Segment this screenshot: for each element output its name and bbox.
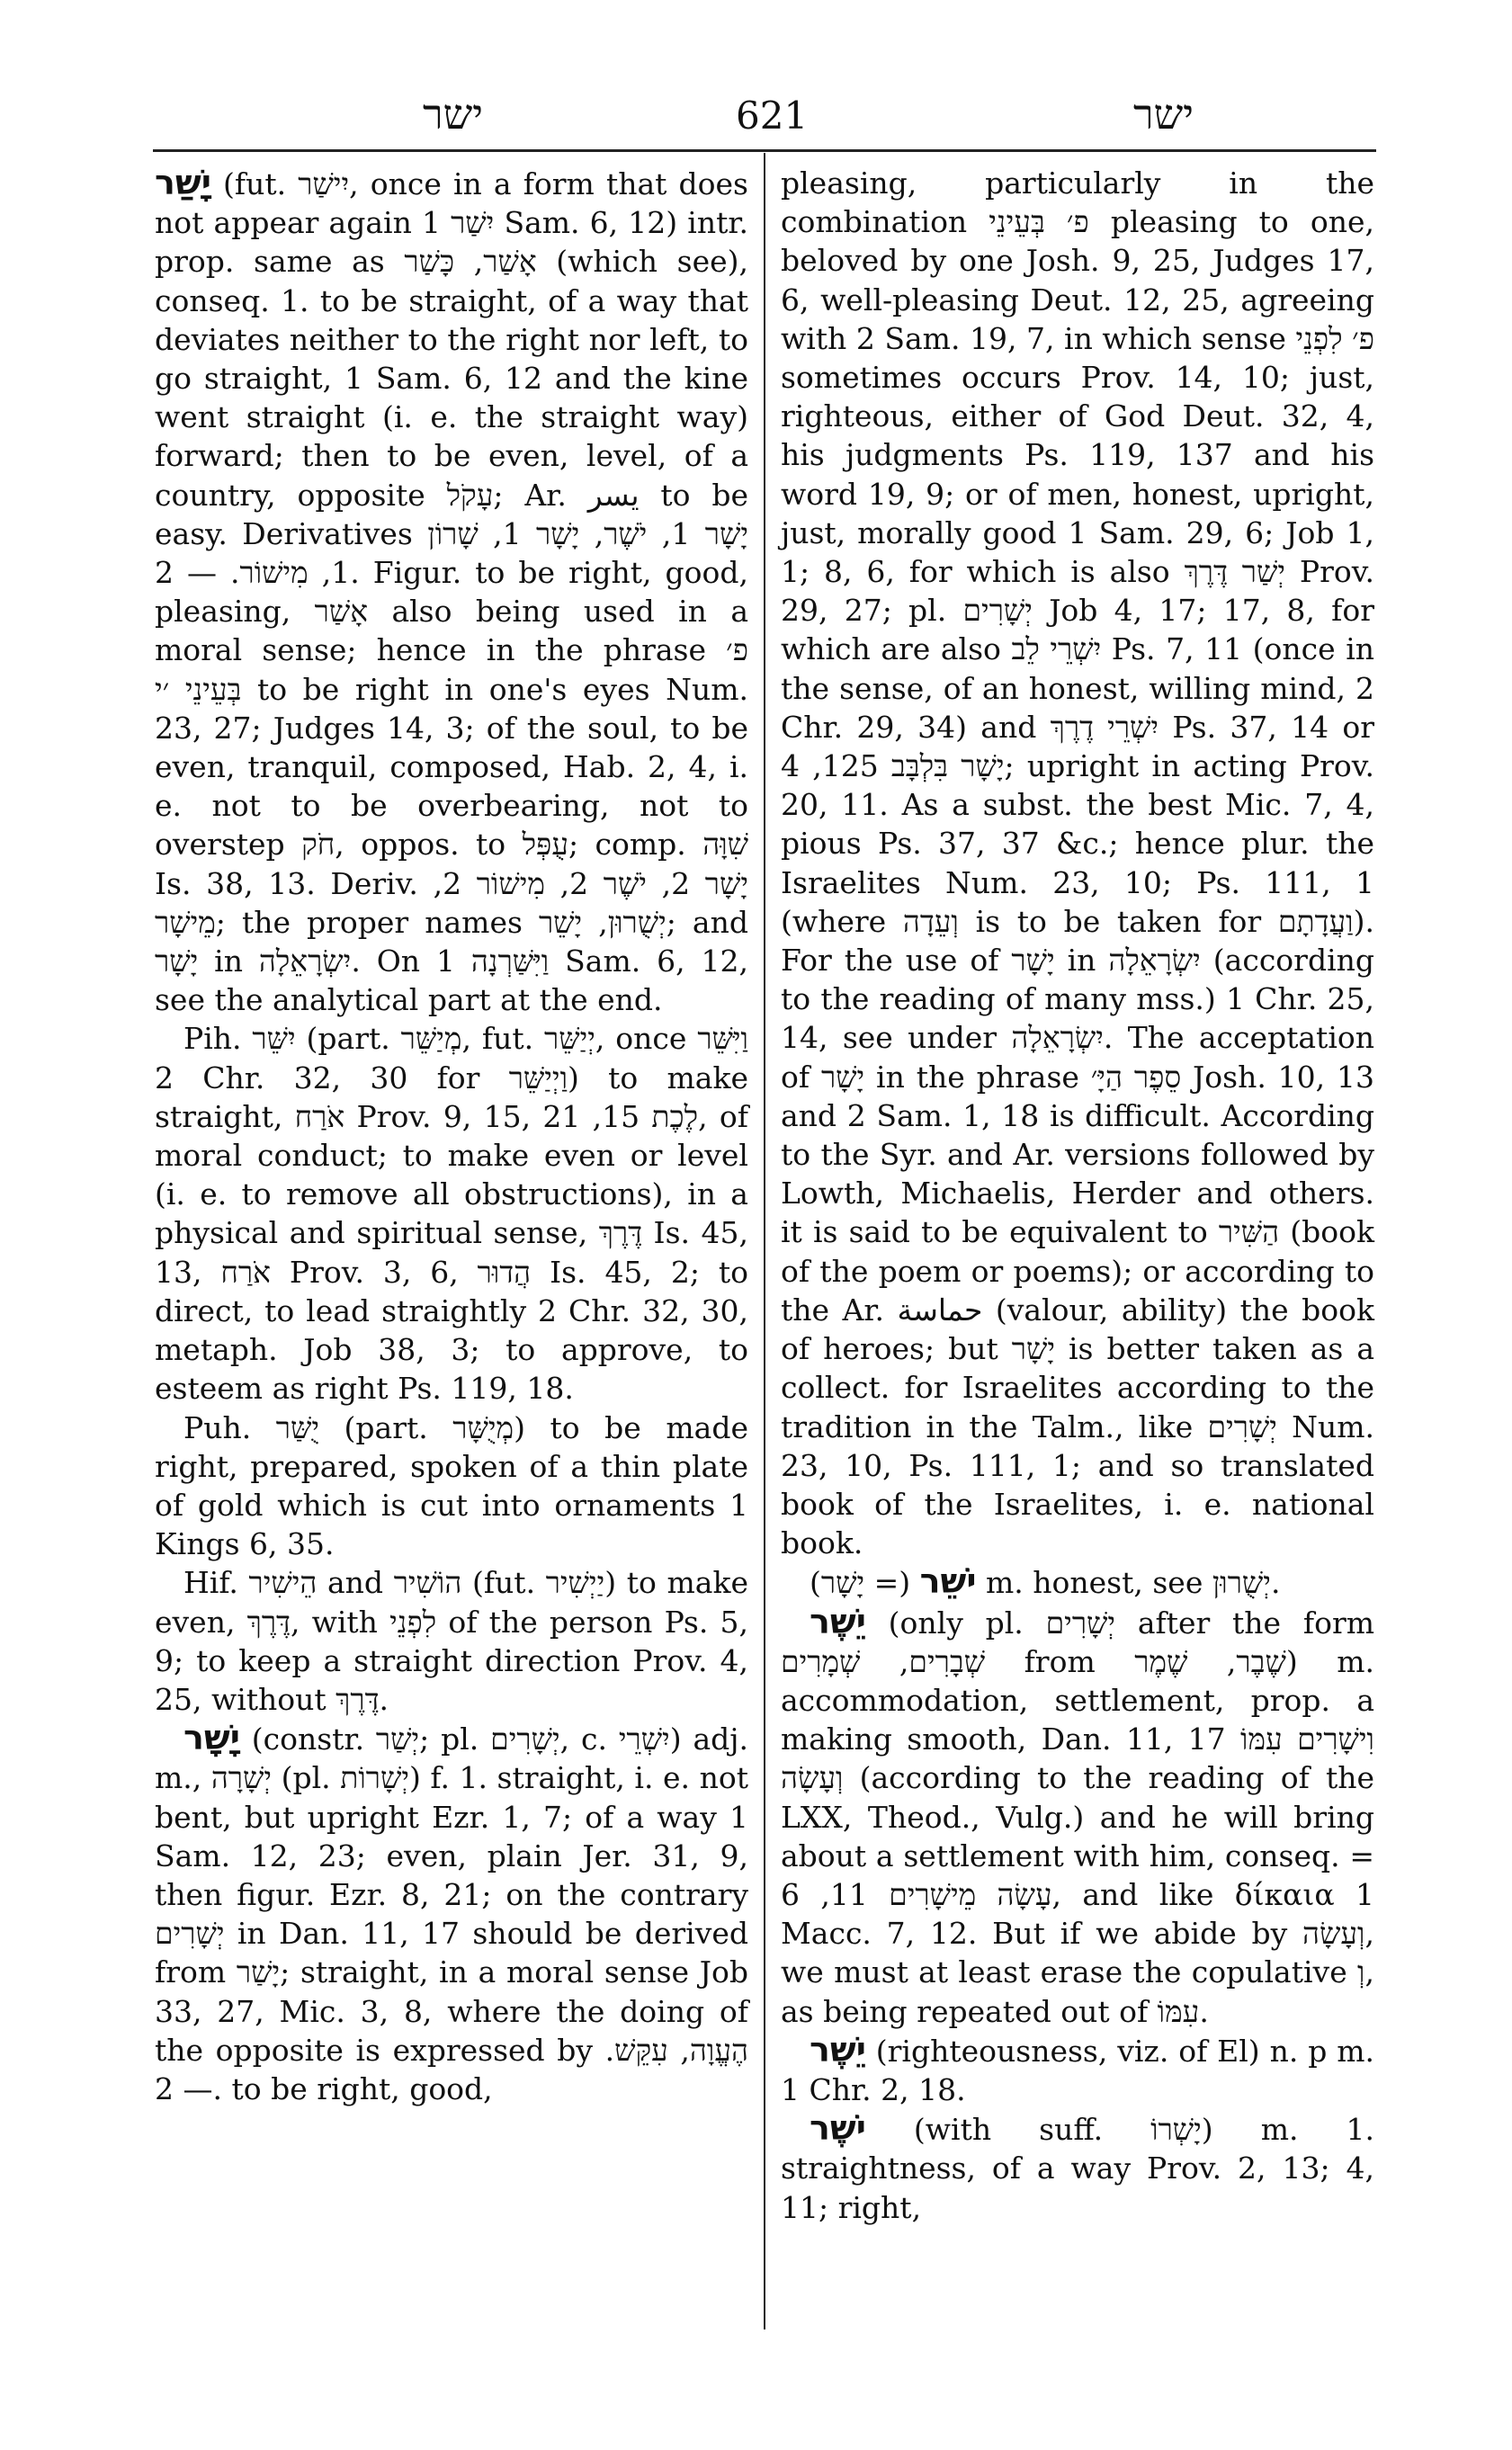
entry-text: יִשֵּׁר (part. מְיַשֵּׁר, fut. יְיַשֵּׁר, once וַיִּשֵּׁר 2 Chr. 32, 30 for וַיְיַשֵּׁר) to make straight, אֹרַח Prov. 9, 15, לֶכֶת 15, 21, of moral conduct; to make even or level (i. e. to remove all obstructions), in a physical and spiritual sense, דֶּרֶךְ Is. 45, 13, אֹרַח Prov. 3, 6, הֲדוּר Is. 45, 2; to direct, to lead straightly 2 Chr. 32, 30, metaph. Job 38, 3; to approve, to esteem as right Ps. 119, 18. — [155, 1021, 748, 1407]
running-head-right: ישר — [1133, 90, 1194, 139]
page-number: 621 — [736, 94, 809, 138]
entry-text: (with suff. יָשְׁרוֹ) m. 1. straightness, of a way Prov. 2, 13; 4, 11; right, — [781, 2112, 1374, 2225]
entry-yashar-adj — [155, 1719, 748, 2108]
entry-yosher-honest — [781, 1562, 1374, 1602]
entry-text: (only pl. יְשָׁרִים after the form שְׁבָרִים, שְׁמָרִים from שֶׁבֶר, שֶׁמֶר) m. accommodation, settlement, prop. a making smooth, Dan. 11, 17 וִישָׁרִים עִמּוֹ וְעָשָׂה (according to the reading of the LXX, Theod., Vulg.) and he will bring about a settlement with him, conseq. = עָשָׂה מֵישָׁרִים 11, 6, and like δίκαια 1 Macc. 7, 12. But if we abide by וְעָשָׂה, we must at least erase the copulative וְ, as being repeated out of עִמּוֹ. — [781, 1605, 1375, 2029]
entry-hiphil — [155, 1563, 748, 1719]
entry-text: pleasing, particularly in the combination פ׳ בְּעֵינֵי pleasing to one, beloved by one Josh. 9, 25, Judges 17, 6, well-pleasing Deut. 12, 25, agreeing with 2 Sam. 19, 7, in which sense פ׳ לִפְנֵי sometimes occurs Prov. 14, 10; just, righteous, either of God Deut. 32, 4, his judgments Ps. 119, 137 and his word 19, 9; or of men, honest, upright, just, morally good 1 Sam. 29, 6; Job 1, 1; 8, 6, for which is also יְשַׁר דֶּרֶךְ Prov. 29, 27; pl. יְשָׁרִים Job 4, 17; 17, 8, for which are also יִשְׁרֵי לֵב Ps. 7, 11 (once in the sense, of an honest, willing mind, 2 Chr. 29, 34) and יִשְׁרֵי דֶרֶךְ Ps. 37, 14 or יָשָׁר בִּלְבָּב 125, 4; upright in acting Prov. 20, 11. As a subst. the best Mic. 7, 4, pious Ps. 37, 37 &c.; hence plur. the Israelites Num. 23, 10; Ps. 111, 1 (where וְעֵדָה is to be taken for וַעֲדָתָם). For the use of יָשָׁר in יִשְׂרָאֵלָה (according to the reading of many mss.) 1 Chr. 25, 14, see under יִשְׂרָאֵלָה. The acceptation of יָשָׁר in the phrase סֵפֶר הַיָּ׳ Josh. 10, 13 and 2 Sam. 1, 18 is difficult. According to the Syr. and Ar. versions followed by Lowth, Michaelis, Herder and others. it is said to be equivalent to הַשִּׁיר (book of the poem or poems); or according to the Ar. حماسة (valour, ability) the book of heroes; but יָשָׁר is better taken as a collect. for Israelites according to the tradition in the Talm., like יְשָׁרִים Num. 23, 10, Ps. 111, 1; and so translated book of the Israelites, i. e. national book. — [781, 165, 1375, 1561]
entry-headword: יֹשֶׁר — [810, 2108, 866, 2149]
entry-text: (righteousness, viz. of El) n. p m. 1 Chr. 2, 18. — [781, 2033, 1374, 2107]
entry-text: יֻשַּׁר (part. מְיֻשָּׁר) to be made right, prepared, spoken of a thin plate of gold which is cut into ornaments 1 Kings 6, 35. — [155, 1409, 748, 1562]
entry-headword: יָשָׁר — [183, 1718, 240, 1758]
right-column — [781, 164, 1374, 2227]
entry-stem-label: Hif. — [183, 1565, 238, 1601]
left-column — [155, 164, 748, 2108]
entry-stem-label: Pih. — [183, 1021, 242, 1057]
entry-headword: יֵשֶׁר — [810, 2029, 866, 2070]
running-head-left: ישר — [423, 90, 484, 139]
entry-yosher-straightness — [781, 2109, 1374, 2227]
entry-text: הֵישִׁיר and הוֹשִׁיר (fut. יַיְשִׁיר) to make even, דֶּרֶךְ, with לִפְנֵי of the person Ps. 5, 9; to keep a straight direction Prov. 4, 25, without דֶּרֶךְ. — [155, 1565, 748, 1717]
column-divider — [764, 153, 765, 2329]
entry-yesher-proper-name — [781, 2031, 1374, 2109]
header-rule — [153, 149, 1376, 152]
entry-headword: יָשַׁר — [155, 163, 211, 202]
entry-headword: יֵשֶׁר — [810, 1601, 866, 1641]
entry-yashar-verb — [155, 164, 748, 1019]
entry-continuation — [781, 164, 1374, 1562]
entry-text: (fut. יִישַׁר, once in a form that does not appear again יִשַׁר 1 Sam. 6, 12) intr. prop. same as אָשַׁר, כָּשַׁר (which see), conseq. 1. to be straight, of a way that deviates neither to the right nor left, to go straight, 1 Sam. 6, 12 and the kine went straight (i. e. the straight way) forward; then to be even, level, of a country, opposite עָקֹל; Ar. يسر to be easy. Derivatives יָשָׁר 1, יֹשֶׁר, יָשָׁר 1, שָׁרוֹן 1, מִישׁוֹר. — 2. Figur. to be right, good, pleasing, אָשַׁר also being used in a moral sense; hence in the phrase פ׳ בְּעֵינֵי ׳י to be right in one's eyes Num. 23, 27; Judges 14, 3; of the soul, to be even, tranquil, composed, Hab. 2, 4, i. e. not to be overbearing, not to overstep חֹק, oppos. to עֻפְּל; comp. שִׁוָּה Is. 38, 13. Deriv. יָשָׁר 2, יֹשֶׁר 2, מִישׁוֹר 2, מֵישָׁר; the proper names יְשֻׁרוּן, יָשֵׁר; and יָשָׁר in יִשְׂרָאֵלָה. On וַיִּשַּׁרְנָה 1 Sam. 6, 12, see the analytical part at the end. — [155, 166, 749, 1018]
entry-text: (= יָשָׁר) m. honest, see יְשֻׁרוּן. — [810, 1565, 1281, 1601]
entry-pual — [155, 1408, 748, 1564]
page-header — [153, 90, 1376, 144]
entry-yesher-settlement — [781, 1603, 1374, 2031]
entry-piel — [155, 1019, 748, 1408]
entry-stem-label: Puh. — [183, 1409, 252, 1445]
entry-headword: יֹשֵׁר — [919, 1561, 977, 1602]
entry-text: (constr. יְשַׁר; pl. יְשָׁרִים, c. יִשְׁרֵי) adj. m., יְשָׁרָה (pl. יְשָׁרוֹת) f. 1. straight, i. e. not bent, but upright Ezr. 1, 7; of a way 1 Sam. 12, 23; even, plain Jer. 31, 9, then figur. Ezr. 8, 21; on the contrary יְשָׁרִים in Dan. 11, 17 should be derived from יָשַׁר; straight, in a moral sense Job 33, 27, Mic. 3, 8, where the doing of the opposite is expressed by הֶעֱוָה, עִקֵּשׁ. — 2. to be right, good, — [155, 1721, 749, 2106]
